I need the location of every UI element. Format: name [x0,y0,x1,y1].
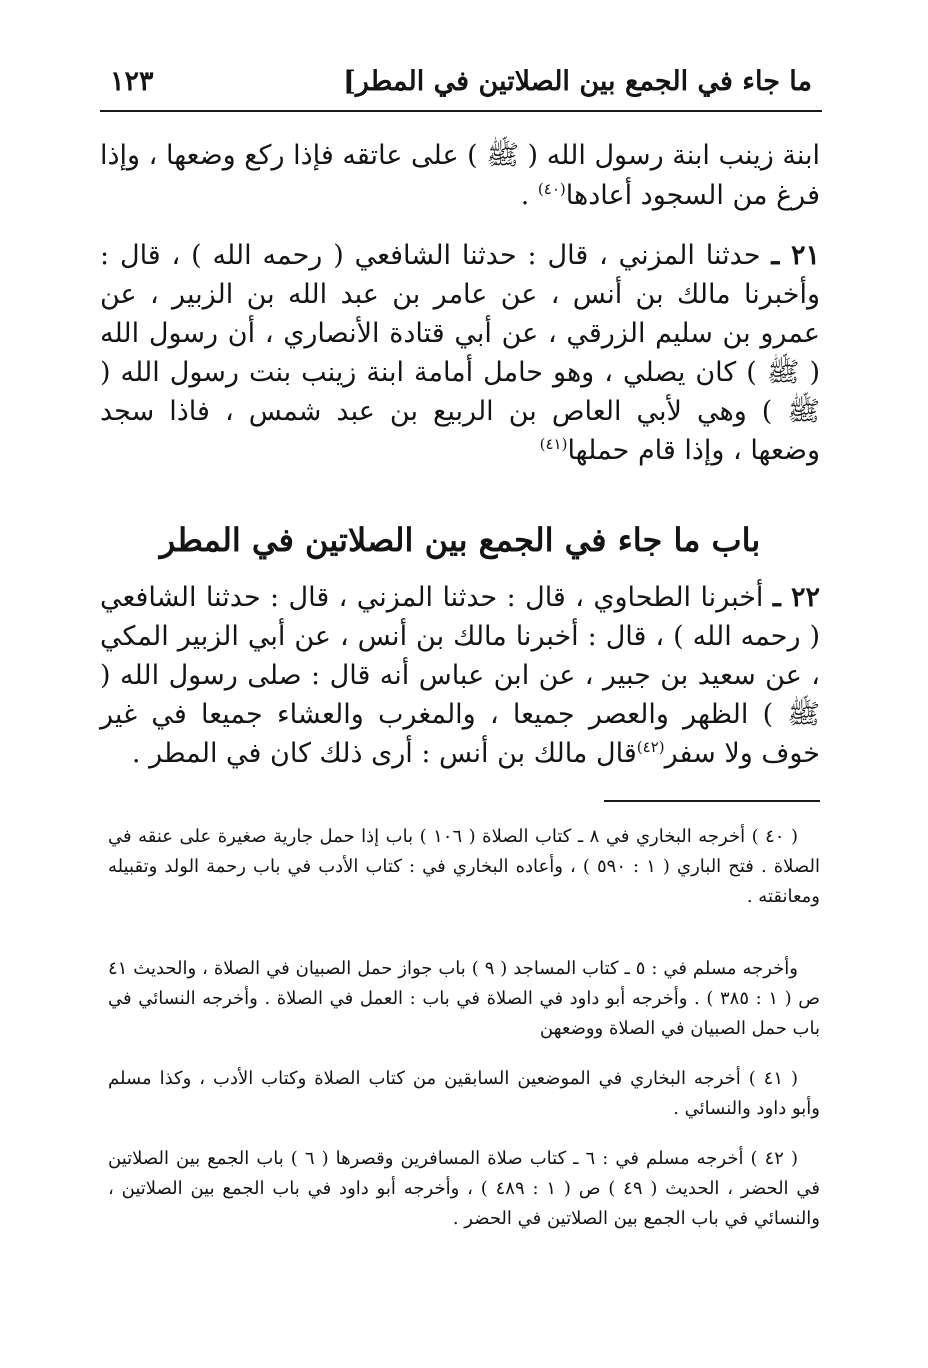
hadith-commentary: قال مالك بن أنس : أرى ذلك كان في المطر . [131,738,637,769]
hadith-text: أخبرنا الطحاوي ، قال : حدثنا المزني ، قال : حدثنا الشافعي ( رحمه الله ) ، قال : أخبرنا مالك بن أنس ، عن أبي الزبير المكي ، عن سعيد بن جبير ، عن ابن عباس أنه قال : صلى رسول الله ( ﷺ ) الظهر والعصر جميعا ، والمغرب والعشاء جميعا في غير خوف ولا سفر [100,582,820,769]
running-title: ما جاء في الجمع بين الصلاتين في المطر] [343,66,812,97]
footnote-text: ( ٤٢ ) أخرجه مسلم في : ٦ ـ كتاب صلاة المسافرين وقصرها ( ٦ ) باب الجمع بين الصلاتين في الحضر ، الحديث ( ٤٩ ) ص ( ١ : ٤٨٩ ) ، وأخرجه أبو داود في باب الجمع بين الصلاتين ، والنسائي في باب الجمع بين الصلاتين في الحضر . [108,1148,820,1229]
header-rule [100,110,822,112]
footnote-40-continued [108,954,820,1044]
hadith-21 [100,236,820,470]
paragraph-end: . [520,180,538,211]
footnote-separator [604,800,820,802]
footnote-reference: (٤١) [539,435,568,453]
footnote-reference: (٤٠) [537,180,566,198]
footnote-41 [108,1064,820,1124]
section-title: باب ما جاء في الجمع بين الصلاتين في المطر [159,521,761,559]
page-header [100,62,820,106]
hadith-text: حدثنا المزني ، قال : حدثنا الشافعي ( رحمه الله ) ، قال : وأخبرنا مالك بن أنس ، عن عامر بن عبد الله بن الزبير ، عن عمرو بن سليم الزرقي ، عن أبي قتادة الأنصاري ، أن رسول الله ( ﷺ ) كان يصلي ، وهو حامل أمامة ابنة زينب بنت رسول الله ( ﷺ ) وهي لأبي العاص بن الربيع بن عبد شمس ، فاذا سجد وضعها ، وإذا قام حملها [100,240,820,466]
footnote-text: ( ٤٠ ) أخرجه البخاري في ٨ ـ كتاب الصلاة ( ١٠٦ ) باب إذا حمل جارية صغيرة على عنقه في الصلاة . فتح الباري ( ١ : ٥٩٠ ) ، وأعاده البخاري في : كتاب الأدب في باب رحمة الولد وتقبيله ومعانقته . [108,826,820,907]
paragraph-intro [100,136,820,216]
footnote-reference: (٤٢) [636,738,665,756]
page-number: ١٢٣ [110,66,154,97]
hadith-number: ٢٢ ـ [772,582,820,613]
footnote-text: ( ٤١ ) أخرجه البخاري في الموضعين السابقين من كتاب الصلاة وكتاب الأدب ، وكذا مسلم وأبو داود والنسائي . [108,1068,820,1119]
paragraph-text: ابنة زينب ابنة رسول الله ( ﷺ ) على عاتقه فإذا ركع وضعها ، وإذا فرغ من السجود أعادها [100,140,820,211]
footnote-40 [108,822,820,912]
footnote-42 [108,1144,820,1234]
footnote-text: وأخرجه مسلم في : ٥ ـ كتاب المساجد ( ٩ ) باب جواز حمل الصبيان في الصلاة ، والحديث ٤١ ص ( ١ : ٣٨٥ ) . وأخرجه أبو داود في الصلاة في باب : العمل في الصلاة . وأخرجه النسائي في باب حمل الصبيان في الصلاة ووضعهن [108,958,820,1039]
hadith-22 [100,578,820,773]
hadith-number: ٢١ ـ [771,240,820,271]
